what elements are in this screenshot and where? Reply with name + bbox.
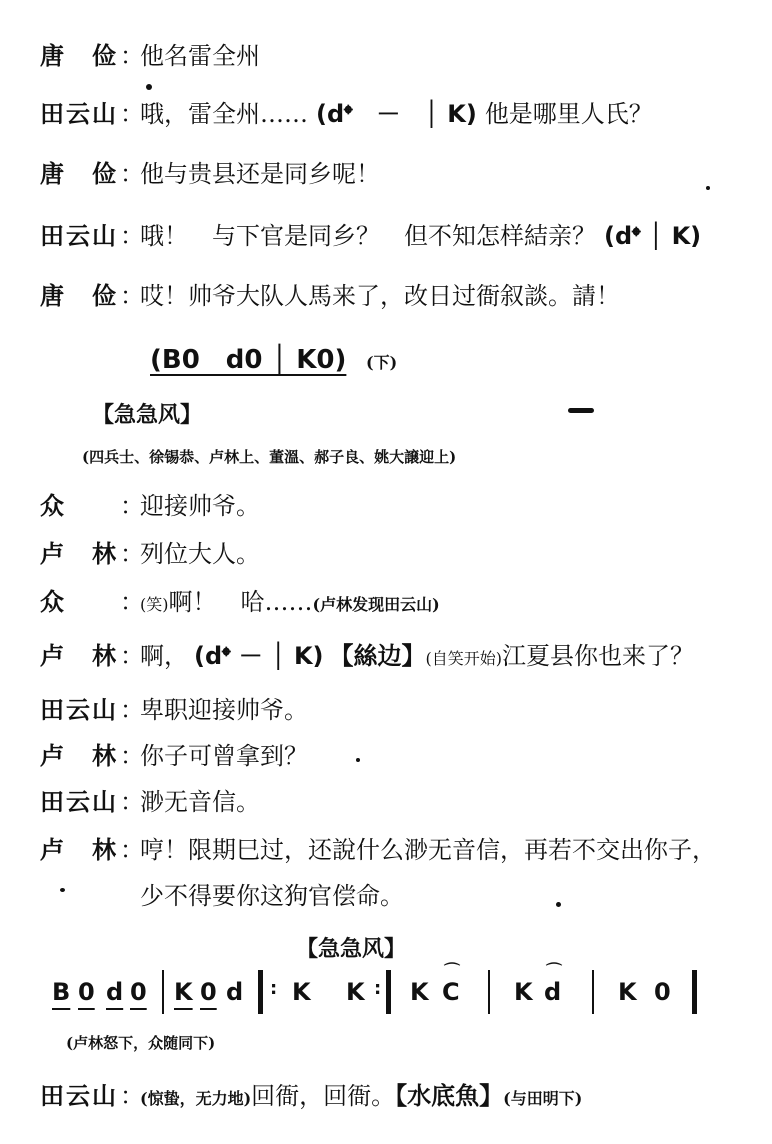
dialog-text: 你子可曾拿到？ (140, 742, 308, 770)
colon: ： (120, 642, 144, 670)
score-note: K (618, 978, 637, 1006)
stage-direction-entrance: (四兵士、徐锡恭、卢林上、董溫、郝子良、姚大譲迎上) (82, 448, 457, 466)
ink-speck (356, 758, 360, 762)
dialog-text: 啊， (140, 642, 188, 670)
percussion-notation: (d𝄌 － │ K) (316, 100, 477, 128)
notation-line (150, 344, 397, 379)
score-note: d (226, 978, 244, 1006)
ink-speck (706, 186, 710, 190)
stage-direction: (下) (366, 353, 398, 372)
ink-speck (568, 408, 594, 413)
dialog-line-4 (40, 220, 701, 252)
speaker: 卢 林 (40, 835, 118, 864)
stage-direction: (与田明下) (503, 1089, 583, 1108)
dialog-line-3 (40, 158, 380, 190)
percussion-score (40, 961, 740, 1020)
dialog-text: 迎接帅爷。 (140, 492, 260, 520)
bar-line (488, 970, 490, 1014)
dialog-line-11 (40, 740, 308, 772)
score-note: 0 (78, 978, 95, 1006)
dialog-text: 列位大人。 (140, 540, 260, 568)
repeat-dots: : (270, 978, 278, 999)
score-note: 0 (200, 978, 217, 1006)
speaker: 卢 林 (40, 641, 118, 670)
stage-direction: (笑) (140, 595, 169, 614)
dialog-line-5 (40, 280, 620, 312)
dialog-text: 他是哪里人氏？ (484, 100, 653, 128)
speaker: 众 (40, 587, 66, 616)
end-bar (692, 970, 697, 1014)
bar-line (592, 970, 594, 1014)
stage-direction-exit: (卢林怒下，众随同下) (66, 1034, 216, 1052)
dialog-text: 少不得要你这狗官偿命。 (140, 882, 404, 910)
dialog-line-6 (40, 490, 260, 522)
dialog-line-15 (40, 1080, 582, 1115)
dialog-text: 哦！ 与下官是同乡？ 但不知怎样結亲？ (140, 222, 596, 250)
score-note: K (174, 978, 193, 1006)
dialog-line-2 (40, 98, 653, 130)
dialog-text: 哦，雷全州…… (140, 100, 308, 128)
speaker: 田云山 (40, 1081, 118, 1110)
score-note: d (106, 978, 124, 1006)
dialog-text: 他与贵县还是同乡呢！ (140, 160, 380, 188)
repeat-dots: : (374, 978, 382, 999)
colon: ： (120, 836, 144, 864)
score-note: K (514, 978, 533, 1006)
percussion-notation: (d𝄌 － │ K) (194, 642, 324, 670)
percussion-notation: (B0 d0 │ K0) (150, 345, 347, 375)
stage-direction: (惊蛰，无力地) (140, 1089, 252, 1108)
dialog-line-12 (40, 786, 260, 818)
stage-direction: (自笑开始) (425, 649, 503, 668)
colon: ： (120, 540, 144, 568)
tune-title: 【急急风】 (296, 936, 407, 962)
colon: ： (120, 588, 144, 616)
score-note: 0 (654, 978, 671, 1006)
dialog-line-13 (40, 834, 716, 866)
dialog-text: 渺无音信。 (140, 788, 260, 816)
fermata-icon: ⌒ (546, 961, 563, 980)
dialog-text: 回衙，回衙。 (251, 1082, 396, 1110)
tune-name: 【水底魚】 (395, 1081, 504, 1110)
ink-speck (146, 84, 152, 90)
speaker: 众 (40, 491, 66, 520)
speaker: 田云山 (40, 787, 118, 816)
repeat-bar (258, 970, 263, 1014)
colon: ： (120, 696, 144, 724)
score-note: d (544, 978, 562, 1006)
colon: ： (120, 222, 144, 250)
score-note: 0 (130, 978, 147, 1006)
colon: ： (120, 742, 144, 770)
score-note: K (410, 978, 429, 1006)
repeat-bar (386, 970, 391, 1014)
score-note: B (52, 978, 71, 1006)
tune-name: 【絲边】 (329, 641, 426, 670)
dialog-text: 啊！ 哈…… (168, 588, 313, 616)
dialog-text: 哼！限期巳过，还說什么渺无音信，再若不交出你子， (140, 836, 716, 864)
colon: ： (120, 1082, 144, 1110)
colon: ： (120, 100, 144, 128)
dialog-line-10 (40, 694, 308, 726)
dialog-line-7 (40, 538, 260, 570)
score-note: C (442, 978, 460, 1006)
bar-line (162, 970, 164, 1014)
stage-direction: (卢林发现田云山) (312, 595, 440, 614)
speaker: 唐 俭 (40, 41, 118, 70)
dialog-text: 卑职迎接帅爷。 (140, 696, 308, 724)
colon: ： (120, 160, 144, 188)
dialog-line-8 (40, 586, 440, 621)
speaker: 唐 俭 (40, 159, 118, 188)
speaker: 卢 林 (40, 539, 118, 568)
speaker: 田云山 (40, 695, 118, 724)
dialog-line-14 (140, 880, 404, 912)
dialog-text: 哎！帅爷大队人馬来了，改日过衙叙談。請！ (140, 282, 620, 310)
colon: ： (120, 788, 144, 816)
speaker: 田云山 (40, 221, 118, 250)
colon: ： (120, 42, 144, 70)
speaker: 卢 林 (40, 741, 118, 770)
colon: ： (120, 492, 144, 520)
score-note: K (292, 978, 311, 1006)
ink-speck (60, 888, 65, 892)
dialog-text: 江夏县你也来了？ (502, 642, 695, 670)
tune-title: 【急急风】 (92, 402, 203, 428)
dialog-line-1 (40, 40, 260, 72)
speaker: 田云山 (40, 99, 118, 128)
ink-speck (556, 902, 561, 907)
colon: ： (120, 282, 144, 310)
dialog-text: 他名雷全州 (140, 42, 260, 70)
dialog-line-9 (40, 640, 694, 675)
score-note: K (346, 978, 365, 1006)
speaker: 唐 俭 (40, 281, 118, 310)
percussion-notation: (d𝄌 │ K) (604, 222, 702, 250)
fermata-icon: ⌒ (444, 961, 461, 980)
